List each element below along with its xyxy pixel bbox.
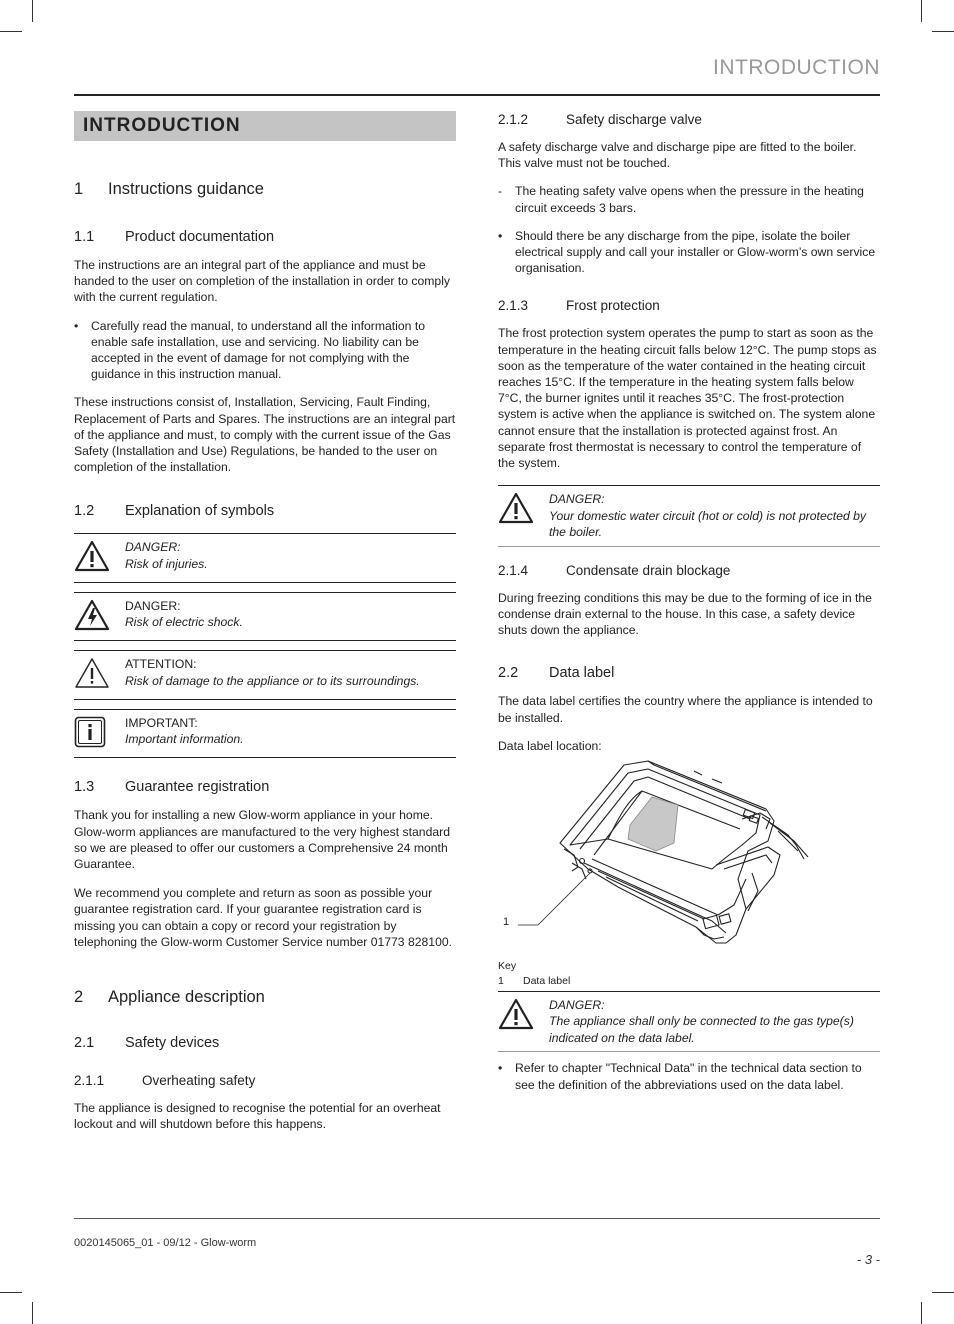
heading-2-1: [74, 1035, 456, 1051]
paragraph: During freezing conditions this may be due to the forming of ice in the condense drain external to the house. In this case, a safety device shuts down the appliance.: [498, 590, 872, 638]
crop-mark: [932, 1292, 954, 1293]
heading-2-1-3: [498, 298, 880, 313]
paragraph: Data label location:: [498, 738, 602, 753]
crop-mark: [32, 0, 33, 22]
danger-note-gas: [498, 991, 880, 1053]
heading-1: [74, 180, 456, 199]
left-column: [74, 111, 456, 1132]
caution-triangle-icon: [74, 656, 125, 694]
paragraph: The instructions are an integral part of the appliance and must be handed to the user on completion of the installation in order to comply with the current regulation.: [74, 258, 451, 305]
symbol-important: [74, 709, 456, 759]
bullet-item: [74, 318, 456, 383]
heading-1-1: [74, 229, 456, 245]
heading-text: Condensate drain blockage: [566, 562, 731, 578]
heading-2: [74, 988, 456, 1007]
bullet-item: [498, 1060, 880, 1092]
danger-text: Your domestic water circuit (hot or cold) is not protected by the boiler.: [549, 508, 867, 540]
symbol-label: DANGER:: [125, 540, 181, 555]
paragraph: The data label certifies the country where the appliance is intended to be installed.: [498, 694, 873, 725]
symbol-danger-electric: [74, 592, 456, 642]
boiler-drawing: [498, 759, 880, 955]
heading-number: 2.1: [74, 1035, 95, 1052]
bullet-text: Refer to chapter "Technical Data" in the technical data section to see the definition of the abbreviations used on the data label.: [515, 1061, 862, 1092]
header-rule: [74, 94, 880, 96]
heading-number: 2: [74, 988, 84, 1007]
paragraph: A safety discharge valve and discharge pipe are fitted to the boiler. This valve must not be touched.: [498, 140, 857, 171]
paragraph: The frost protection system operates the pump to start as soon as the temperature in the heating circuit falls below 12°C. The pump stops as soon as the temperature of the water contained in the heating circuit reaches 15°C. If the temperature in the heating system falls below 7°C, the burner ignites until it reaches 35°C. The frost-protection system is active when the appliance is switched on. The system alone cannot ensure that the installation is protected against frost. An separate frost thermostat is necessary to control the temperature of the system.: [498, 326, 877, 471]
bullet-marker: •: [498, 1061, 503, 1076]
running-header: INTRODUCTION: [713, 56, 880, 79]
symbol-label: DANGER:: [125, 598, 181, 613]
key-title: Key: [498, 959, 517, 972]
symbol-text: Important information.: [125, 732, 244, 747]
danger-note-frost: [498, 485, 880, 547]
heading-number: 1.2: [74, 503, 95, 520]
symbol-attention: [74, 650, 456, 700]
crop-mark: [921, 0, 922, 22]
crop-mark: [0, 31, 22, 32]
boiler-illustration: [498, 759, 880, 955]
paragraph: The appliance is designed to recognise the potential for an overheat lockout and will shutdown before this happens.: [74, 1101, 441, 1132]
heading-text: Overheating safety: [142, 1073, 256, 1089]
bullet-text: Carefully read the manual, to understand all the information to enable safe installation, use and servicing. No liability can be accepted in the event of damage for not complying with the guidance in this instruction manual.: [91, 318, 425, 382]
symbol-text: Risk of damage to the appliance or to its surroundings.: [125, 673, 420, 688]
heading-text: Appliance description: [108, 988, 265, 1007]
heading-2-2: [498, 665, 880, 681]
heading-2-1-4: [498, 563, 880, 578]
info-icon: [74, 715, 125, 753]
heading-1-2: [74, 503, 456, 519]
figure-key: [498, 959, 880, 989]
paragraph: Thank you for installing a new Glow-worm appliance in your home. Glow-worm appliances are manufactured to the very highest standard so we are pleased to offer our customers a Comprehensive 24 month Guarantee.: [74, 808, 450, 872]
danger-label: DANGER:: [549, 997, 605, 1012]
dash-item: [498, 183, 880, 215]
heading-text: Safety devices: [125, 1035, 220, 1052]
dash-text: The heating safety valve opens when the pressure in the heating circuit exceeds 3 bars.: [515, 184, 864, 215]
bullet-item: [498, 228, 880, 277]
heading-1-3: [74, 779, 456, 795]
figure-callout: 1: [503, 915, 510, 928]
bullet-marker: •: [74, 318, 79, 333]
page-number: - 3 -: [856, 1252, 880, 1267]
paragraph: We recommend you complete and return as soon as possible your guarantee registration card. If your guarantee registration card is missing you can obtain a copy or record your registration by telephoning the Glow-worm Customer Service number 01773 828100.: [74, 886, 453, 949]
symbol-danger-injury: [74, 533, 456, 583]
dash-marker: -: [498, 184, 503, 199]
heading-number: 2.1.4: [498, 562, 529, 578]
bullet-text: Should there be any discharge from the pipe, isolate the boiler electrical supply and call your installer or Glow-worm’s own service organisation.: [515, 228, 876, 276]
footer-rule: [74, 1218, 880, 1219]
heading-text: Guarantee registration: [125, 779, 270, 796]
heading-number: 2.1.3: [498, 298, 529, 314]
crop-mark: [921, 1302, 922, 1324]
chapter-banner: INTRODUCTION: [74, 111, 456, 141]
heading-text: Explanation of symbols: [125, 503, 275, 520]
heading-text: Data label: [549, 665, 615, 682]
heading-number: 2.1.2: [498, 112, 529, 127]
heading-text: Instructions guidance: [108, 180, 264, 198]
warning-triangle-icon: [498, 491, 549, 529]
heading-number: 1: [74, 180, 84, 198]
right-column: [498, 112, 880, 1093]
symbol-label: IMPORTANT:: [125, 715, 198, 730]
danger-text: The appliance shall only be connected to the gas type(s) indicated on the data label.: [549, 1014, 854, 1045]
heading-2-1-1: [74, 1073, 456, 1088]
bullet-marker: •: [498, 228, 503, 243]
crop-mark: [0, 1292, 22, 1293]
key-text: Data label: [523, 974, 571, 987]
symbol-text: Risk of electric shock.: [125, 615, 243, 630]
heading-text: Product documentation: [125, 229, 275, 245]
crop-mark: [932, 31, 954, 32]
heading-number: 2.2: [498, 665, 519, 682]
heading-number: 1.3: [74, 779, 95, 796]
heading-number: 1.1: [74, 229, 95, 245]
key-row: [498, 974, 880, 989]
heading-text: Frost protection: [566, 298, 660, 314]
warning-triangle-icon: [498, 997, 549, 1035]
crop-mark: [32, 1302, 33, 1324]
heading-number: 2.1.1: [74, 1073, 105, 1089]
symbol-label: ATTENTION:: [125, 657, 197, 672]
symbol-text: Risk of injuries.: [125, 556, 208, 571]
footer-doc-ref: 0020145065_01 - 09/12 - Glow-worm: [74, 1237, 257, 1249]
danger-label: DANGER:: [549, 492, 605, 507]
warning-triangle-icon: [74, 539, 125, 577]
key-number: 1: [498, 974, 504, 987]
paragraph: These instructions consist of, Installation, Servicing, Fault Finding, Replacement of Parts and Spares. The instructions are an integral part of the appliance and must, to comply with the current issue of the Gas Safety (Installation and Use) Regulations, be handed to the user on completion of the installation.: [74, 395, 456, 475]
electric-shock-icon: [74, 598, 125, 636]
heading-text: Safety discharge valve: [566, 112, 702, 127]
heading-2-1-2: [498, 112, 880, 127]
